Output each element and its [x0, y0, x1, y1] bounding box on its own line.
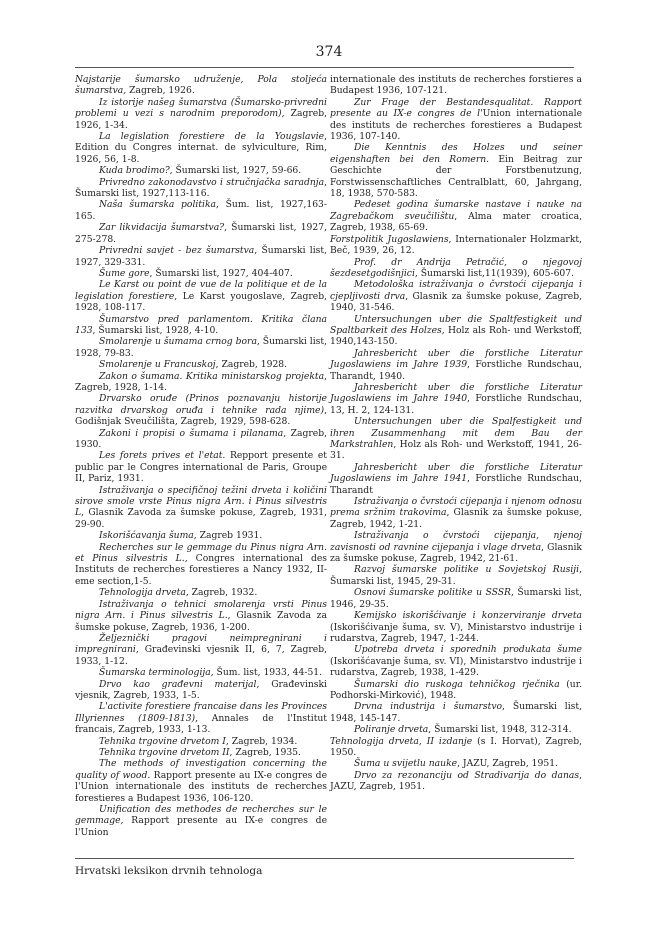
- entry-citation: , Holz als Roh- und Werkstoff, 1940,143-150.: [330, 324, 582, 348]
- bibliography-entry: [330, 382, 582, 416]
- entry-citation: , Građevinski vjesnik II, 6, 7, Zagreb, 1933, 1-12.: [75, 644, 327, 667]
- entry-title: Privredno zakonodavstvo i stručnjačka saradnja: [99, 176, 325, 188]
- entry-title: Prof. dr Andrija Petračić, o njegovoj šezdesetgodišnjici: [330, 256, 582, 279]
- entry-citation: (s I. Horvat), Zagreb, 1950.: [330, 735, 582, 758]
- entry-title: Die Kenntnis des Holzes und seiner eigenshaften bei den Romern.: [330, 142, 582, 165]
- bibliography-entry: [330, 530, 582, 564]
- bibliography-entry: [330, 644, 582, 678]
- entry-citation: (Iskorišćivanje šuma, sv. V), Ministarstvo industrije i rudarstva, Zagreb, 1947, 1-244.: [330, 621, 582, 644]
- bibliography-entry: [75, 268, 327, 279]
- entry-title: Smolarenje u Francuskoj: [99, 359, 216, 371]
- entry-title: Smolarenje u šumama crnog bora: [99, 336, 257, 348]
- entry-citation: , Glasnik za šumske pokuse, Zagreb, 1940, 31-546.: [330, 290, 583, 314]
- bibliography-entry: [75, 222, 327, 245]
- bibliography-entry: [330, 74, 582, 97]
- bibliography-entry: [330, 257, 582, 280]
- bibliography-entry: [75, 633, 327, 667]
- bibliography-entry: [330, 416, 582, 462]
- entry-title: Tehnologija drveta: [99, 587, 186, 599]
- bibliography-entry: [75, 542, 327, 588]
- entry-citation: , Zagreb, 1934.: [225, 735, 298, 747]
- entry-title: Drvo kao građevni materijal: [99, 678, 257, 690]
- entry-citation: , Glasnik za šumske pokuse, Zagreb, 1942, 1-21.: [330, 507, 582, 530]
- entry-citation: , Edition du Congres internat. de sylviculture, Rim, 1926, 56, 1-8.: [75, 131, 327, 165]
- entry-title: Drvarsko oruđe (Prinos poznavanju historije razvitka drvarskog oruđa i tehnike rada njime): [75, 393, 327, 416]
- entry-citation: , Zagreb, 1935.: [229, 746, 301, 758]
- bibliography-entry: [330, 348, 582, 382]
- entry-title: The methods of investigation concerning the quality of wood.: [75, 758, 327, 781]
- entry-citation: , Šum. list, 1927,163-165.: [75, 199, 327, 222]
- bibliography-entry: [330, 142, 582, 199]
- entry-citation: , Šumarski list, 1948, 312-314.: [428, 724, 572, 736]
- entry-citation: Union internationale des instituts de recherches forestieres a Budapest 1936, 107-140.: [330, 108, 583, 143]
- entry-citation: Zagreb, 1926.: [126, 85, 195, 97]
- entry-title: Pedeset godina šumarske nastave i nauke na Zagrebačkom sveučilištu: [330, 199, 582, 222]
- bibliography-entry: [330, 679, 582, 702]
- left-column: [75, 74, 327, 838]
- bibliography-entry: [75, 74, 327, 97]
- bibliography-entry: [330, 564, 582, 587]
- entry-title: Recherches sur le gemmage du Pinus nigra Arn. et Pinus silvestris L.: [75, 541, 327, 565]
- bibliography-entry: [330, 97, 582, 143]
- entry-citation: , Šumarski list, 1927, 275-278.: [75, 222, 327, 245]
- entry-citation: internationale des instituts de recherches forstieres a Budapest 1936, 107-121.: [330, 74, 582, 97]
- bibliography-entry: [75, 758, 327, 804]
- entry-citation: , JAZU, Zagreb, 1951.: [457, 758, 558, 770]
- entry-title: Privredni savjet - bez šumarstva: [99, 245, 255, 257]
- entry-citation: , Forstliche Rundschau, 13, H. 2, 124-131.: [330, 393, 582, 416]
- bibliography-entry: [330, 199, 582, 233]
- entry-title: Zakon o šumama. Kritika ministarskog projekta: [99, 370, 325, 382]
- bibliography-entry: [330, 758, 582, 769]
- entry-citation: , Šum. list, 1933, 44-51.: [210, 667, 323, 679]
- entry-title: Šumarstvo pred parlamentom. Kritika člana 133: [75, 313, 327, 336]
- entry-title: Drvna industrija i šumarstvo: [354, 701, 503, 713]
- entry-citation: , Forstliche Rundschau, Tharandt: [330, 473, 582, 496]
- bibliography-entry: [330, 724, 582, 735]
- entry-title: Iskorišćavanja šuma: [99, 530, 194, 542]
- entry-title: Istraživanja o čvrstoći cijepanja i njenom odnosu prema sržnim trakovima: [330, 496, 582, 519]
- entry-citation: (Iskorišćavanje šuma, sv. VI), Ministarstvo industrije i rudarstva, Zagreb, 1938, 1-429.: [330, 655, 582, 679]
- entry-title: La legislation forestiere de la Yougslavie: [99, 131, 325, 143]
- entry-citation: , Šumarski list,11(1939), 605-607.: [414, 267, 575, 279]
- bibliography-entry: [330, 701, 582, 724]
- bibliography-entry: [75, 804, 327, 838]
- bibliography-entry: [330, 496, 582, 530]
- entry-citation: , Godišnjak Sveučilišta, Zagreb, 1929, 598-628.: [75, 404, 327, 428]
- page-number: 374: [315, 44, 343, 60]
- entry-title: L'activite forestiere francaise dans les Provinces Illyriennes (1809-1813): [75, 701, 327, 724]
- entry-citation: , Le Karst yougoslave, Zagreb, 1928, 108-117.: [75, 290, 327, 314]
- entry-title: Drvo za rezonanciju od Stradivarija do danas: [354, 769, 580, 781]
- entry-citation: , Zagreb, 1932.: [185, 587, 258, 599]
- bibliography-entry: [75, 428, 327, 451]
- bibliography-entry: [75, 736, 327, 747]
- entry-citation: , Forstliche Rundschau, Tharandt, 1940.: [330, 359, 582, 382]
- entry-title: Osnovi šumarske politike u SSSR: [354, 587, 511, 599]
- entry-citation: , Šumarski list, 1945, 29-31.: [330, 564, 582, 587]
- entry-title: Šuma u svijetlu nauke: [354, 758, 458, 770]
- entry-citation: (ur. Podhorski-Mirković), 1948.: [330, 678, 582, 701]
- entry-title: Zur Frage der Bestandesqualitat. Rapport presente au IX-e congres de l': [330, 96, 582, 120]
- entry-title: Šume gore: [99, 267, 150, 279]
- entry-title: Istraživanja o tehnici smolarenja vrsti Pinus nigra Arn. i Pinus silvestris L.: [75, 598, 327, 622]
- entry-title: Željeznički pragovi neimpregnirani i impregnirani: [75, 632, 327, 656]
- entry-title: Jahresbericht uber die forstliche Literatur Jugoslawiens im Jahre 1939: [330, 347, 582, 371]
- bibliography-entry: [330, 234, 582, 257]
- header-rule: [75, 67, 574, 68]
- entry-title: Jahresbericht uber die forstliche Literatur Jugoslawiens im Jahre 1941: [330, 461, 582, 485]
- entry-citation: , Građevinski vjesnik, Zagreb, 1933, 1-5.: [75, 678, 327, 701]
- bibliography-entry: [75, 131, 327, 165]
- entry-citation: Rapport presente au IX-e congres de l'Union internationale des instituts de recherches forestieres a Budapest 1936, 106-120.: [75, 769, 328, 804]
- entry-citation: , Zagreb, 1926, 1-34.: [75, 108, 328, 131]
- bibliography-entry: [75, 530, 327, 541]
- entry-title: Forstpolitik Jugoslawiens: [330, 233, 449, 245]
- entry-title: Šumarska terminologija: [99, 667, 211, 679]
- bibliography-entry: [75, 245, 327, 268]
- entry-citation: , Internationaler Holzmarkt, Beč, 1939, 26, 12.: [330, 233, 583, 257]
- page-footer: Hrvatski leksikon drvnih tehnologa: [75, 865, 263, 877]
- entry-citation: , Annales de l'Institut francais, Zagreb, 1933, 1-13.: [75, 712, 327, 736]
- entry-citation: , JAZU, Zagreb, 1951.: [330, 769, 582, 793]
- entry-title: Metodološka istraživanja o čvrstoći cijepanja i cjepljivosti drva: [330, 279, 582, 302]
- entry-citation: , Šumarski list, 1927, 404-407.: [149, 267, 293, 279]
- bibliography-entry: [330, 770, 582, 793]
- bibliography-entry: [330, 736, 582, 759]
- bibliography-entry: [75, 336, 327, 359]
- entry-citation: , Šumarski list, 1927, 329-331.: [75, 245, 327, 268]
- bibliography-entry: [75, 199, 327, 222]
- bibliography-entry: [330, 587, 582, 610]
- entry-title: Kemijsko iskorišćivanje i konzerviranje drveta: [354, 610, 582, 622]
- bibliography-entry: [75, 359, 327, 370]
- entry-citation: , Holz als Roh- und Werkstoff, 1941, 26-31.: [330, 439, 582, 462]
- entry-title: Poliranje drveta: [354, 724, 429, 736]
- entry-title: Untersuchungen uber die Spaltfestigkeit und Spaltbarkeit des Holzes: [330, 313, 582, 336]
- bibliography-entry: [75, 599, 327, 633]
- entry-citation: , Zagreb, 1930.: [75, 427, 327, 450]
- entry-title: Jahresbericht uber die forstliche Literatur Jugoslawiens im Jahre 1940: [330, 381, 582, 405]
- entry-citation: , Šumarski list, 1946, 29-35.: [330, 587, 582, 610]
- entry-title: Tehnologija drveta, II izdanje: [330, 735, 473, 747]
- bibliography-entry: [75, 701, 327, 735]
- entry-citation: , Zagreb 1931.: [193, 530, 263, 542]
- right-column: [330, 74, 582, 793]
- entry-title: Les forets prives et l'etat.: [99, 450, 226, 462]
- entry-citation: , Zagreb, 1928.: [215, 359, 288, 371]
- bibliography-entry: [330, 610, 582, 644]
- entry-title: Upotreba drveta i sporednih produkata šume: [354, 644, 582, 656]
- entry-title: Unification des methodes de recherches sur le gemmage,: [75, 804, 327, 827]
- entry-citation: , Glasnik Zavoda za šumske pokuse, Zagreb, 1931, 29-90.: [75, 507, 327, 530]
- bibliography-entry: [75, 97, 327, 131]
- entry-title: Le Karst ou point de vue de la politique et de la legislation forestiere: [75, 279, 327, 302]
- bibliography-entry: [330, 279, 582, 313]
- bibliography-entry: [330, 462, 582, 496]
- bibliography-entry: [75, 587, 327, 598]
- entry-citation: , Šumarski list, 1928, 4-10.: [92, 324, 219, 336]
- bibliography-entry: [75, 393, 327, 427]
- entry-title: Tehnika trgovine drvetom I: [99, 735, 226, 747]
- entry-citation: , Šumarski list, 1928, 79-83.: [75, 336, 327, 359]
- entry-citation: , Šumarski list, 1948, 145-147.: [330, 701, 582, 724]
- entry-citation: , Congres international des Instituts de recherches forestieres a Nancy 1932, II-eme section,1-5.: [75, 553, 327, 587]
- entry-citation: , Glasnik Zavoda za šumske pokuse, Zagreb, 1936, 1-200.: [75, 610, 328, 633]
- entry-citation: , Glasnik za šumske pokuse, Zagreb, 1942, 21-61.: [330, 541, 582, 565]
- entry-title: Šumarski dio ruskoga tehničkog rječnika: [354, 678, 560, 690]
- entry-title: Razvoj šumarske politike u Sovjetskoj Rusiji: [354, 564, 580, 576]
- entry-citation: , Zagreb, 1928, 1-14.: [75, 370, 327, 393]
- bibliography-entry: [75, 679, 327, 702]
- bibliography-entry: [75, 279, 327, 313]
- entry-title: Tehnika trgovine drvetom II: [99, 746, 230, 758]
- entry-title: Untersuchungen uber die Spalfestigkeit und ihren Zusammenhang mit dem Bau der Markstrahlen: [330, 416, 582, 450]
- entry-title: Zar likvidacija šumarstva?: [99, 222, 225, 234]
- bibliography-entry: [75, 177, 327, 200]
- bibliography-entry: [75, 314, 327, 337]
- entry-title: Najstarije šumarsko udruženje, Pola stoljeća šumarstva,: [75, 74, 327, 97]
- entry-citation: Rapport presente au IX-e congres de l'Union: [75, 815, 327, 838]
- entry-citation: , Šumarski list, 1927,113-116.: [75, 176, 327, 200]
- entry-citation: Repport presente et public par le Congres international de Paris, Groupe II, Pariz, 1931.: [75, 450, 327, 485]
- bibliography-entry: [75, 667, 327, 678]
- entry-citation: Ein Beitrag zur Geschichte der Forstbenutzung, Forstwissenschaftliches Centralblatt, 60, Jahrgang, 18, 1938, 570-583.: [330, 153, 583, 200]
- entry-title: Istraživanja o specifičnoj težini drveta i količini sirove smole vrste Pinus nigra Arn. i Pinus silvestris L: [75, 484, 327, 519]
- entry-title: Naša šumarska politika: [99, 199, 217, 211]
- bibliography-entry: [75, 450, 327, 484]
- bibliography-entry: [75, 371, 327, 394]
- entry-title: Iz istorije našeg šumarstva (Šumarsko-privredni problemi u vezi s narodnim preporodom): [75, 96, 327, 120]
- bibliography-entry: [75, 165, 327, 176]
- entry-citation: , Alma mater croatica, Zagreb, 1938, 65-69.: [330, 210, 582, 234]
- entry-title: Zakoni i propisi o šumama i pilanama: [99, 427, 284, 439]
- entry-title: Kuda brodimo?: [99, 165, 170, 177]
- footer-rule: [75, 858, 574, 859]
- entry-title: Istraživanja o čvrstoći cijepanja, njenoj zavisnosti od ravnine cijepanja i vlage drveta: [330, 530, 582, 553]
- bibliography-entry: [75, 485, 327, 531]
- entry-citation: , Šumarski list, 1927, 59-66.: [169, 165, 302, 177]
- bibliography-entry: [330, 314, 582, 348]
- bibliography-entry: [75, 747, 327, 758]
